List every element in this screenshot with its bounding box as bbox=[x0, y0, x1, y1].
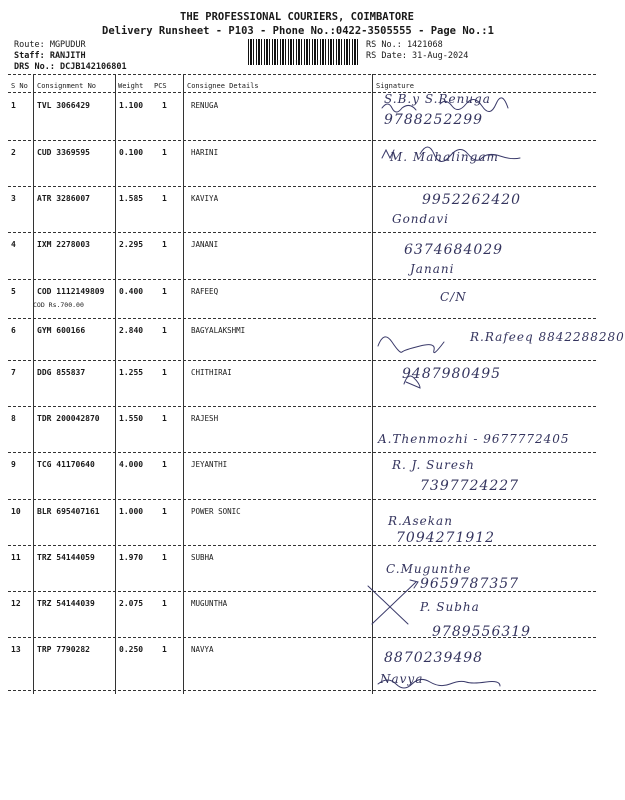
row-sno: 11 bbox=[11, 553, 21, 562]
signature-handwriting: 9789556319 bbox=[432, 624, 532, 640]
row-weight: 0.400 bbox=[119, 287, 144, 296]
row-sno: 2 bbox=[11, 148, 16, 157]
row-sno: 5 bbox=[11, 287, 16, 296]
row-weight: 4.000 bbox=[119, 460, 144, 469]
signature-handwriting: S.B.y S.Renuga bbox=[384, 92, 491, 106]
row-consignment-no: CUD 3369595 bbox=[37, 148, 90, 157]
row-pcs: 1 bbox=[162, 368, 167, 377]
row-sno: 13 bbox=[11, 645, 21, 654]
col-header-pcs: PCS bbox=[154, 82, 167, 90]
row-consignment-no: TCG 41170640 bbox=[37, 460, 95, 469]
row-consignment-no: TVL 3066429 bbox=[37, 101, 90, 110]
row-weight: 2.075 bbox=[119, 599, 144, 608]
row-weight: 1.255 bbox=[119, 368, 144, 377]
signature-handwriting: 9788252299 bbox=[384, 112, 484, 128]
row-consignee: SUBHA bbox=[191, 553, 214, 562]
signature-scribble bbox=[368, 580, 418, 624]
drs-number: DRS No.: DCJB142106801 bbox=[14, 62, 127, 72]
row-sno: 1 bbox=[11, 101, 16, 110]
row-consignment-no: COD 1112149809 bbox=[37, 287, 105, 296]
staff-label: Staff: RANJITH bbox=[14, 51, 86, 61]
row-pcs: 1 bbox=[162, 148, 167, 157]
signature-handwriting: 9487980495 bbox=[402, 366, 502, 382]
signature-handwriting: A.Thenmozhi - 9677772405 bbox=[378, 432, 570, 446]
row-weight: 2.295 bbox=[119, 240, 144, 249]
row-consignee: MUGUNTHA bbox=[191, 599, 228, 608]
row-sno: 4 bbox=[11, 240, 16, 249]
signature-handwriting: C.Mugunthe bbox=[386, 562, 472, 576]
row-pcs: 1 bbox=[162, 287, 167, 296]
row-consignee: CHITHIRAI bbox=[191, 368, 232, 377]
company-title: THE PROFESSIONAL COURIERS, COIMBATORE bbox=[180, 11, 414, 23]
row-consignment-no: ATR 3286007 bbox=[37, 194, 90, 203]
signature-handwriting: R.Rafeeq 8842288280 bbox=[470, 330, 625, 344]
row-pcs: 1 bbox=[162, 507, 167, 516]
row-pcs: 1 bbox=[162, 101, 167, 110]
row-pcs: 1 bbox=[162, 599, 167, 608]
row-pcs: 1 bbox=[162, 645, 167, 654]
runsheet-subtitle: Delivery Runsheet - P103 - Phone No.:0422-3505555 - Page No.:1 bbox=[102, 25, 494, 37]
row-consignee: POWER SONIC bbox=[191, 507, 241, 516]
signature-handwriting: Janani bbox=[410, 262, 455, 276]
row-sno: 8 bbox=[11, 414, 16, 423]
signature-handwriting: 7397724227 bbox=[420, 478, 520, 494]
row-weight: 1.100 bbox=[119, 101, 144, 110]
col-header-weight: Weight bbox=[118, 82, 144, 90]
row-consignment-no: DDG 855837 bbox=[37, 368, 86, 377]
row-consignment-no: IXM 2278003 bbox=[37, 240, 90, 249]
row-sno: 12 bbox=[11, 599, 21, 608]
signature-handwriting: 6374684029 bbox=[404, 242, 504, 258]
row-pcs: 1 bbox=[162, 460, 167, 469]
row-consignment-no: TRZ 54144059 bbox=[37, 553, 95, 562]
rs-date: RS Date: 31-Aug-2024 bbox=[366, 51, 469, 61]
row-consignment-no: TRP 7790282 bbox=[37, 645, 90, 654]
row-weight: 1.000 bbox=[119, 507, 144, 516]
signature-handwriting: Navya bbox=[380, 672, 424, 686]
signature-handwriting: R.Asekan bbox=[388, 514, 453, 528]
signature-handwriting: M. Mahalingam bbox=[390, 150, 499, 164]
row-cod-note: COD Rs.700.00 bbox=[33, 301, 84, 309]
row-weight: 0.100 bbox=[119, 148, 144, 157]
row-pcs: 1 bbox=[162, 240, 167, 249]
row-consignee: NAVYA bbox=[191, 645, 214, 654]
row-consignee: RAJESH bbox=[191, 414, 219, 423]
row-sno: 7 bbox=[11, 368, 16, 377]
row-sno: 10 bbox=[11, 507, 21, 516]
row-weight: 1.970 bbox=[119, 553, 144, 562]
signature-handwriting: C/N bbox=[440, 290, 467, 304]
col-header-consignment: Consignment No bbox=[37, 82, 97, 90]
row-pcs: 1 bbox=[162, 194, 167, 203]
signature-handwriting: 7094271912 bbox=[396, 530, 496, 546]
rs-number: RS No.: 1421068 bbox=[366, 40, 443, 50]
row-consignee: HARINI bbox=[191, 148, 219, 157]
row-pcs: 1 bbox=[162, 414, 167, 423]
row-consignee: KAVIYA bbox=[191, 194, 219, 203]
row-consignment-no: TDR 200042870 bbox=[37, 414, 100, 423]
signature-scribble bbox=[378, 337, 444, 353]
route-label: Route: MGPUDUR bbox=[14, 40, 86, 50]
row-sno: 9 bbox=[11, 460, 16, 469]
row-sno: 6 bbox=[11, 326, 16, 335]
signature-handwriting: 9952262420 bbox=[422, 192, 522, 208]
signature-handwriting: R. J. Suresh bbox=[392, 458, 475, 472]
row-weight: 1.550 bbox=[119, 414, 144, 423]
row-weight: 1.585 bbox=[119, 194, 144, 203]
signature-handwriting: Gondavi bbox=[392, 212, 449, 226]
row-consignment-no: TRZ 54144039 bbox=[37, 599, 95, 608]
row-consignee: JEYANTHI bbox=[191, 460, 228, 469]
col-header-signature: Signature bbox=[376, 82, 414, 90]
row-weight: 0.250 bbox=[119, 645, 144, 654]
row-weight: 2.840 bbox=[119, 326, 144, 335]
row-consignment-no: GYM 600166 bbox=[37, 326, 86, 335]
row-consignee: JANANI bbox=[191, 240, 219, 249]
row-consignment-no: BLR 695407161 bbox=[37, 507, 100, 516]
signature-handwriting: 8870239498 bbox=[384, 650, 484, 666]
signature-handwriting: P. Subha bbox=[420, 600, 480, 614]
row-pcs: 1 bbox=[162, 326, 167, 335]
col-header-sno: S No bbox=[11, 82, 28, 90]
row-consignee: RENUGA bbox=[191, 101, 219, 110]
row-consignee: RAFEEQ bbox=[191, 287, 219, 296]
row-consignee: BAGYALAKSHMI bbox=[191, 326, 246, 335]
col-header-consignee: Consignee Details bbox=[187, 82, 259, 90]
signature-handwriting: 9659787357 bbox=[420, 576, 520, 592]
row-pcs: 1 bbox=[162, 553, 167, 562]
row-sno: 3 bbox=[11, 194, 16, 203]
